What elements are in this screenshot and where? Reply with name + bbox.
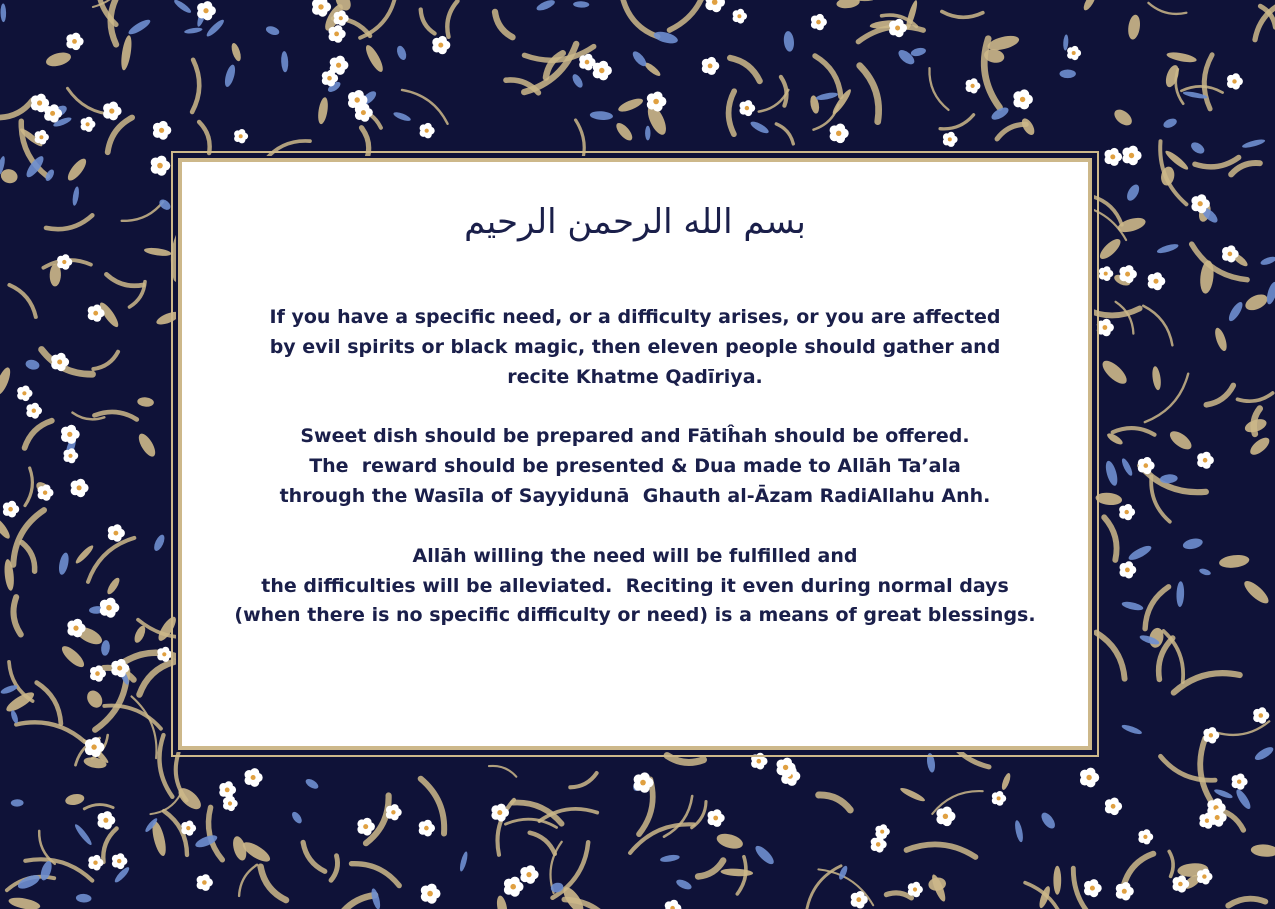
text-line: recite Khatme Qadīriya. [507, 365, 763, 388]
body-text [182, 303, 1088, 631]
gold-leaf [1053, 866, 1061, 895]
text-line: If you have a specific need, or a difficulty arises, or you are affected [269, 306, 1001, 328]
text-panel [178, 158, 1092, 750]
paragraph-3 [182, 542, 1088, 631]
paragraph-1 [182, 303, 1088, 392]
blue-leaf [645, 126, 650, 141]
bismillah-calligraphy: بسم الله الرحمن الرحيم [464, 202, 806, 242]
text-line: through the Wasīla of Sayyidunā Ghauth al-Āzam RadiAllahu Anh. [279, 484, 991, 507]
text-line: the difficulties will be alleviated. Reciting it even during normal days [261, 574, 1009, 597]
text-line: Sweet dish should be prepared and Fātiĥah should be offered. [300, 425, 970, 448]
text-line: (when there is no specific difficulty or need) is a means of great blessings. [234, 604, 1036, 627]
text-line: by evil spirits or black magic, then eleven people should gather and [269, 335, 1001, 358]
paragraph-2 [182, 422, 1088, 511]
text-line: The reward should be presented & Dua made to Allāh Ta’ala [309, 455, 961, 478]
blue-leaf [1060, 70, 1076, 79]
text-line: Allāh willing the need will be fulfilled and [412, 544, 858, 567]
